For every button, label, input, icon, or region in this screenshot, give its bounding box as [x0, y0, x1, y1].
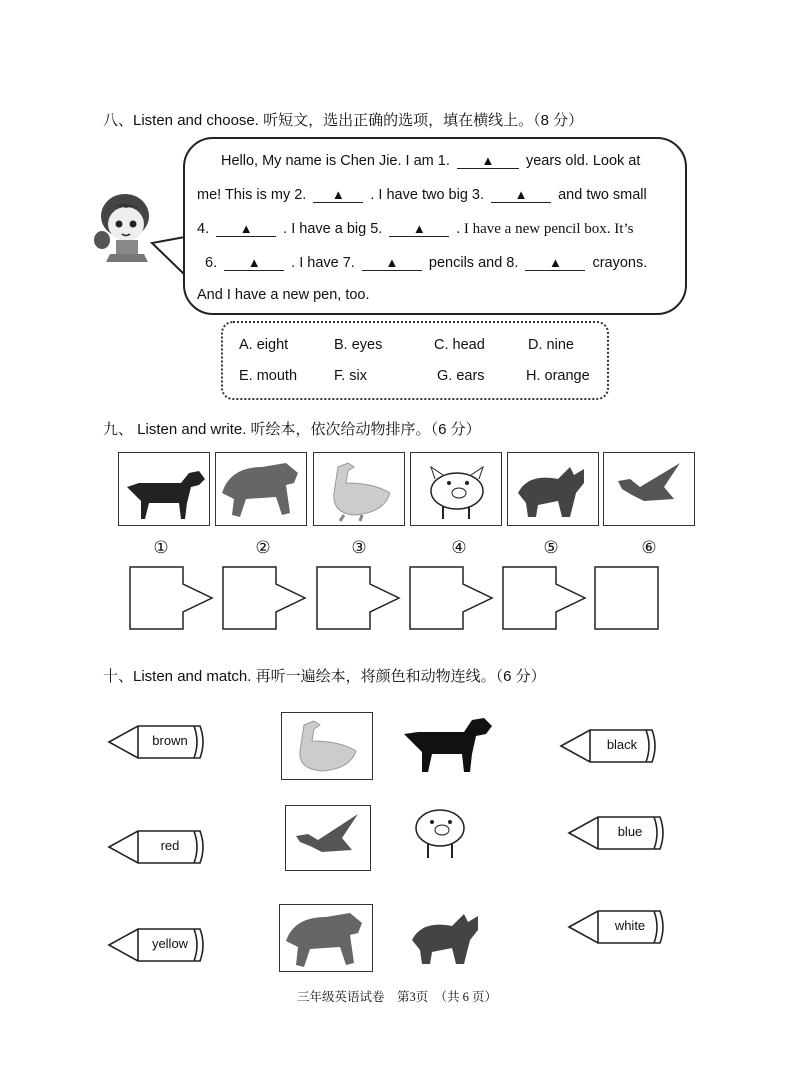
crayon-white-label: white: [614, 918, 646, 933]
section10-heading: 十、Listen and match. 再听一遍绘本，将颜色和动物连线。（6 分）: [103, 668, 546, 685]
options-box: [221, 321, 609, 400]
order-number-1: ①: [153, 538, 169, 557]
option-g: G. ears: [437, 368, 485, 384]
answer-box-5: [503, 567, 585, 629]
blank-4: ▲: [216, 222, 276, 237]
option-f: F. six: [334, 368, 368, 384]
order-number-5: ⑤: [543, 538, 559, 557]
answer-box-6: [595, 567, 658, 629]
crayon-white: [566, 907, 666, 947]
bird-icon: [603, 452, 695, 526]
answer-box-1: [130, 567, 212, 629]
option-h: H. orange: [526, 368, 590, 384]
crayon-yellow: [106, 925, 206, 965]
cat-icon: [507, 452, 599, 526]
blank-3: ▲: [491, 188, 551, 203]
passage-line-1: Hello, My name is Chen Jie. I am 1. ▲ years old. Look at: [221, 153, 641, 169]
crayon-blue: [566, 813, 666, 853]
goose-icon: [313, 452, 405, 526]
option-a: A. eight: [239, 337, 289, 353]
crayon-red: [106, 827, 206, 867]
option-c: C. head: [434, 337, 485, 353]
crayon-brown: [106, 722, 206, 762]
crayon-black: [558, 726, 658, 766]
match-dog-icon: [400, 708, 495, 776]
blank-1: ▲: [457, 154, 519, 169]
order-number-2: ②: [255, 538, 271, 557]
order-number-3: ③: [351, 538, 367, 557]
blank-8: ▲: [525, 256, 585, 271]
match-pig-icon: [408, 800, 472, 862]
option-d: D. nine: [528, 337, 574, 353]
option-b: B. eyes: [334, 337, 383, 353]
speech-bubble: [183, 137, 687, 315]
passage-line-2: me! This is my 2. ▲ . I have two big 3. ▲ and two small: [197, 187, 647, 203]
match-bird-icon: [285, 805, 371, 871]
order-number-6: ⑥: [641, 538, 657, 557]
order-number-4: ④: [451, 538, 467, 557]
blank-2: ▲: [313, 188, 363, 203]
crayon-yellow-label: yellow: [151, 936, 189, 951]
passage-line-5: And I have a new pen, too.: [197, 287, 370, 303]
pig-icon: [410, 452, 502, 526]
blank-6: ▲: [224, 256, 284, 271]
dog-icon: [118, 452, 210, 526]
option-e: E. mouth: [239, 368, 298, 384]
answer-box-3: [317, 567, 399, 629]
section8-heading: 八、Listen and choose. 听短文，选出正确的选项，填在横线上。（8 分）: [103, 112, 584, 129]
blank-7: ▲: [362, 256, 422, 271]
blank-5: ▲: [389, 222, 449, 237]
section9-heading: 九、 Listen and write. 听绘本，依次给动物排序。（6 分）: [103, 421, 481, 438]
crayon-black-label: black: [606, 737, 638, 752]
passage-line-4: 6. ▲ . I have 7. ▲ pencils and 8. ▲ crayons.: [205, 255, 648, 271]
bear-icon: [215, 452, 307, 526]
crayon-blue-label: blue: [617, 824, 643, 839]
answer-boxes: [125, 562, 665, 634]
answer-box-2: [223, 567, 305, 629]
crayon-brown-label: brown: [152, 733, 188, 748]
match-goose-icon: [281, 712, 373, 780]
answer-box-4: [410, 567, 492, 629]
match-cat-icon: [402, 902, 494, 970]
crayon-red-label: red: [160, 838, 180, 853]
page-footer: 三年级英语试卷 第3页 （共 6 页）: [296, 990, 497, 1004]
match-bear-icon: [279, 904, 373, 972]
passage-line-3: 4. ▲ . I have a big 5. ▲ . I have a new pencil box. It’s: [197, 221, 634, 237]
